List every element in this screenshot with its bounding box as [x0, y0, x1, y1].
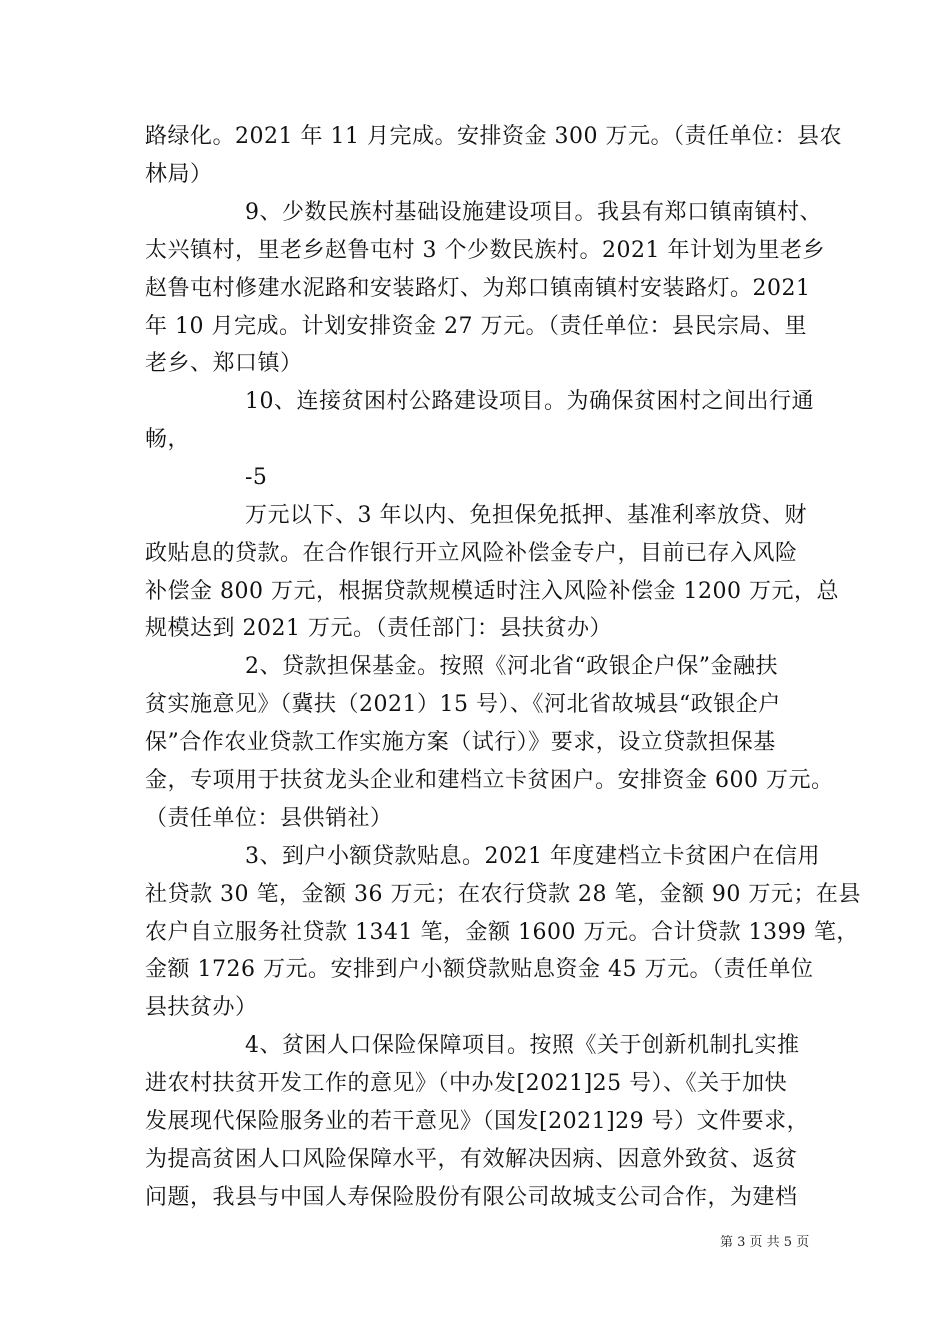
text-line: 路绿化。2021 年 11 月完成。安排资金 300 万元。（责任单位：县农	[145, 124, 842, 149]
text-line: 4、贫困人口保险保障项目。按照《关于创新机制扎实推	[245, 1033, 800, 1058]
text-line: 老乡、郑口镇）	[145, 351, 303, 376]
text-line: 农户自立服务社贷款 1341 笔，金额 1600 万元。合计贷款 1399 笔，	[145, 920, 859, 945]
page-number: 第 3 页 共 5 页	[720, 1235, 810, 1250]
text-line: -5	[245, 465, 268, 490]
text-line: 补偿金 800 万元，根据贷款规模适时注入风险补偿金 1200 万元，总	[145, 579, 839, 604]
text-line: 9、少数民族村基础设施建设项目。我县有郑口镇南镇村、	[245, 200, 822, 225]
text-line: 万元以下、3 年以内、免担保免抵押、基准利率放贷、财	[245, 503, 807, 528]
text-line: （责任单位：县供销社）	[145, 806, 393, 831]
text-line: 发展现代保险服务业的若干意见》（国发[2021]29 号）文件要求，	[145, 1109, 810, 1134]
text-line: 金额 1726 万元。安排到户小额贷款贴息资金 45 万元。（责任单位	[145, 957, 814, 982]
text-line: 太兴镇村，里老乡赵鲁屯村 3 个少数民族村。2021 年计划为里老乡	[145, 238, 825, 263]
text-line: 县扶贫办）	[145, 995, 258, 1020]
text-line: 林局）	[145, 162, 213, 187]
text-line: 畅，	[145, 427, 191, 452]
text-line: 规模达到 2021 万元。（责任部门：县扶贫办）	[145, 616, 612, 641]
text-line: 金，专项用于扶贫龙头企业和建档立卡贫困户。安排资金 600 万元。	[145, 768, 834, 793]
text-line: 社贷款 30 笔，金额 36 万元；在农行贷款 28 笔，金额 90 万元；在县	[145, 882, 861, 907]
text-line: 政贴息的贷款。在合作银行开立风险补偿金专户，目前已存入风险	[145, 541, 798, 566]
text-line: 3、到户小额贷款贴息。2021 年度建档立卡贫困户在信用	[245, 844, 820, 869]
text-line: 10、连接贫困村公路建设项目。为确保贫困村之间出行通	[245, 389, 814, 414]
text-line: 年 10 月完成。计划安排资金 27 万元。（责任单位：县民宗局、里	[145, 314, 807, 339]
text-line: 2、贷款担保基金。按照《河北省“政银企户保”金融扶	[245, 654, 778, 679]
text-line: 保”合作农业贷款工作实施方案（试行）》要求，设立贷款担保基	[145, 730, 776, 755]
text-line: 赵鲁屯村修建水泥路和安装路灯、为郑口镇南镇村安装路灯。2021	[145, 276, 811, 301]
text-line: 问题，我县与中国人寿保险股份有限公司故城支公司合作，为建档	[145, 1185, 798, 1210]
text-line: 为提高贫困人口风险保障水平，有效解决因病、因意外致贫、返贫	[145, 1147, 798, 1172]
text-line: 贫实施意见》（冀扶（2021）15 号）、《河北省故城县“政银企户	[145, 692, 781, 717]
text-line: 进农村扶贫开发工作的意见》（中办发[2021]25 号）、《关于加快	[145, 1071, 788, 1096]
